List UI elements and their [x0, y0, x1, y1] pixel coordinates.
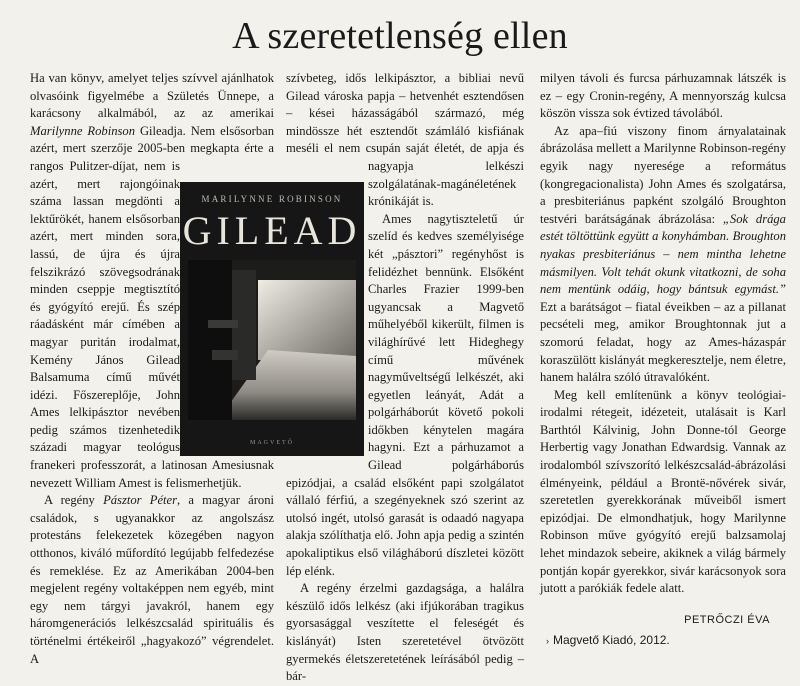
- book-source: [546, 633, 670, 647]
- source-marker: ›: [546, 636, 549, 646]
- paragraph: Az apa–fiú viszony finom árnyalatainak ábrázolása mellett a Marilynne Robinson-regény egyik nagy nyeresége a református (kongregacionalista) John Ames és szolgatársa, a presbiteriánus papként szolgáló Broughton testvéri barátságának ábrázolása: „Sok drága estét töltöttünk együtt a konyhámban. Broughton nyakas presbiteriánus – nem mintha lehetne másmilyen. Volt tehát okunk vitatkozni, de soha nem mentünk odáig, hogy bántsuk egymást.” Ezt a barátságot – fiatal éveikben – az a pillanat pecsételi meg, amikor Broughtonnak jut a szomorú feladat, hogy az Ames-házaspár koraszülött kislányát megkeresztelje, nem életre, hanem halálra szóló útravalóként.: [540, 123, 786, 385]
- paragraph: Meg kell említenünk a könyv teológiai-irodalmi rétegeit, idézeteit, utalásait is Karl Barthtól Kálvinig, John Donne-tól George Herbertig vagy Jonathan Edwardsig. Vannak az irodalomból szívszorító lelkészcsalád-ábrázolási élményeink, például a Brontë-nővérek sivár, szeretetlen gyerekkorának műveiből ismert epizódjai. De elmondhatjuk, hogy Marilynne Robinson műve gyógyító erejű balzsamolaj lehet mindazok sebeire, akiknek a világ bármely pontján kopár gyerekkor, sivár karácsonyok sora jutott a parókiák fedele alatt.: [540, 387, 786, 596]
- paragraph: milyen távoli és furcsa párhuzamnak látszék is ez – egy Cronin-regény, A mennyország kulcsa köszön vissza sok évtized távolából.: [540, 71, 786, 121]
- article-title: A szeretetlenség ellen: [232, 15, 568, 57]
- paragraph: A regény érzelmi gazdagsága, a halálra készülő idős lelkész (aki ifjúkorában tragikus gyorsasággal veszítette el feleségét és kislányát) Isten szeretetével ötvözött gyermekés életszeretetének leírásából pedig – bár-: [286, 581, 524, 684]
- paragraph: A regény Pásztor Péter, a magyar ároni családok, s ugyanakkor az angolszász protestáns felekezetek közegében nagyon otthonos, kiváló műfordító legújabb felfedezése és remeklése. Ez az Amerikában 2004-ben megjelent regény voltaképpen nem egyéb, mint egy nem tárgyi javakról, hanem egy háromgenerációs lelkészcsalád spirituális és történelmi értékeiről „hagyakozó” végrendelet. A: [30, 493, 274, 666]
- author-signature: PETRŐCZI ÉVA: [684, 614, 770, 626]
- book-cover-title: GILEAD: [182, 208, 362, 253]
- book-cover-publisher: MAGVETŐ: [250, 440, 294, 446]
- paragraph: szívbeteg, idős lelkipásztor, a bibliai nevű Gilead városka papja – hetvenhét esztendősen – kései házasságából származó, még mindössze hét esztendőt számláló kisfiának meséli el nem csupán saját életét, de apja és nagyapja lelkészi szolgálatának-magánéletének krónikáját is.: [286, 71, 524, 209]
- paragraph: Ames nagytiszteletű úr szelíd és kedves személyisége két „pásztori” regényhőst is felidézhet bennünk. Elsőként Charles Frazier 1999-ben ugyancsak a Magvető műhelyéből kikerült, filmen is világhírűvé lett Hideghegy című művének nagyműveltségű lelkészét, aki egyetlen leányát, Adát a polgárháborút követő pokoli időkben kénytelen magára hagyni. Ezt a párhuzamot a Gilead polgárháborús epizódjai, a család elsőként papi szolgálatot vállaló férfiú, a szegényeknek szó szerint az utolsó ingét, utolsó garasát is odaadó nagyapa alakja szólíthatja elő. John apja pedig a szintén apokaliptikus első világháború díszletei között lép elénk.: [286, 211, 524, 578]
- source-text: Magvető Kiadó, 2012.: [553, 633, 670, 647]
- book-cover-author: MARILYNNE ROBINSON: [201, 194, 343, 204]
- article-column-2: [286, 70, 524, 686]
- article-column-3: [540, 70, 786, 598]
- paragraph: Ha van könyv, amelyet teljes szívvel ajánlhatok olvasóink figyelmébe a Születés Ünnepe, a karácsony alkalmából, az az amerikai Marilynne Robinson Gileadja. Nem elsősorban azért, mert szerzője 2005-ben megkapta érte a rangos Pulitzer-díjat, nem is azért, mert rajongóinak száma lassan megdönti a lektűrökét, hanem elsősorban azért, mert minden sora, lassú, de újra és újra felszikrázó szövegsodrának minden cseppje megtisztító és gyógyító erejű. És szép ráadásként már címében a magyar puritán irodalmat, Kemény János Gilead Balsamuma című művét idézi. Főszereplője, John Ames lelkipásztor nevében pedig számos tizenhetedik századi magyar teológus franekeri professzorát, a latinosan Amesiusnak nevezett William Amest is felismerhetjük.: [30, 71, 275, 490]
